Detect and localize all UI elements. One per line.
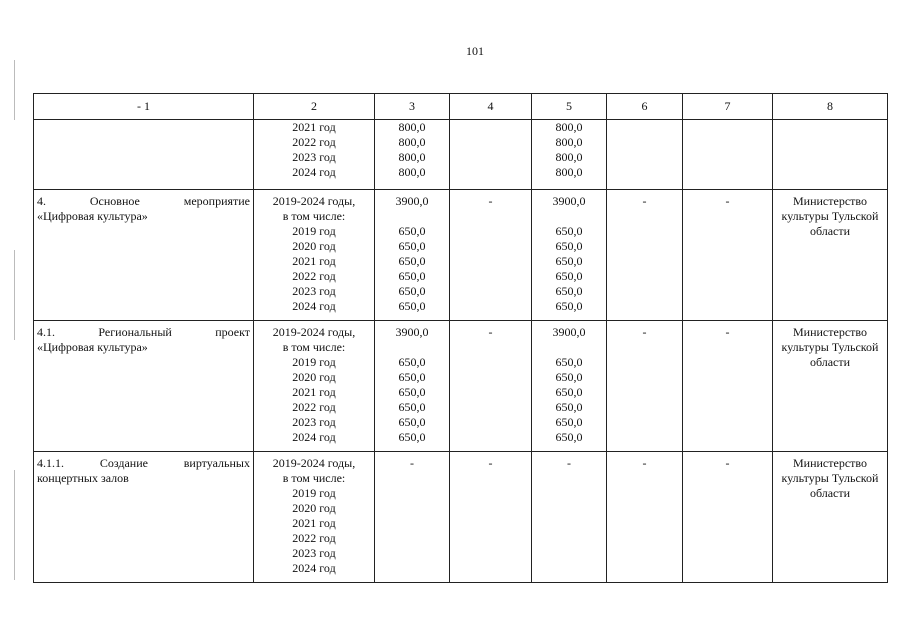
cell-line: 800,0	[555, 150, 583, 164]
amount-col5-cell	[532, 120, 607, 190]
cell-line: 650,0	[398, 284, 426, 298]
header-row	[34, 94, 888, 120]
measure-name-cell	[34, 190, 254, 321]
cell-line: 2023 год	[292, 284, 336, 298]
measure-name-line: концертных залов	[37, 471, 129, 485]
measure-name-line: «Цифровая культура»	[37, 340, 148, 354]
cell-line: 800,0	[398, 165, 426, 179]
cell-line: области	[809, 486, 851, 500]
col7-cell	[683, 120, 773, 190]
col6-cell	[607, 321, 683, 452]
cell-line: 650,0	[398, 299, 426, 313]
amount-col3-cell	[375, 452, 450, 583]
col7-cell	[683, 321, 773, 452]
cell-line: 650,0	[398, 269, 426, 283]
cell-line: в том числе:	[282, 471, 346, 485]
scan-margin-mark	[14, 60, 15, 120]
cell-line: 2023 год	[292, 150, 336, 164]
column-header-1: - 1	[34, 94, 254, 120]
cell-line: 2019-2024 годы,	[272, 194, 356, 208]
amount-col5-cell	[532, 190, 607, 321]
col6-cell	[607, 452, 683, 583]
col7-value: -	[725, 456, 730, 470]
table-header	[34, 94, 888, 120]
cell-line: культуры Тульской	[781, 209, 879, 223]
amount-col4-cell	[450, 120, 532, 190]
executor-cell	[773, 452, 888, 583]
col6-value: -	[642, 194, 647, 208]
cell-line: 650,0	[555, 355, 583, 369]
executor-cell	[773, 190, 888, 321]
cell-line: в том числе:	[282, 209, 346, 223]
amount-col5-cell	[532, 452, 607, 583]
cell-line: -	[567, 456, 571, 470]
cell-line: Министерство	[793, 194, 867, 208]
col6-value: -	[642, 456, 647, 470]
scan-margin-mark	[14, 470, 15, 580]
cell-line	[378, 340, 446, 355]
cell-line: 800,0	[398, 150, 426, 164]
col6-value	[610, 120, 679, 135]
cell-line: 2020 год	[292, 370, 336, 384]
cell-line: 2022 год	[292, 135, 336, 149]
cell-line: 650,0	[555, 239, 583, 253]
cell-line: 3900,0	[552, 194, 586, 208]
column-header-5: 5	[532, 94, 607, 120]
cell-line: -	[488, 456, 493, 470]
cell-line: 650,0	[398, 430, 426, 444]
col7-cell	[683, 452, 773, 583]
cell-line: 650,0	[398, 415, 426, 429]
cell-line: 2024 год	[292, 165, 336, 179]
cell-line: 2021 год	[292, 516, 336, 530]
cell-line: 800,0	[555, 120, 583, 134]
cell-line: 650,0	[398, 385, 426, 399]
col6-value: -	[642, 325, 647, 339]
cell-line: 650,0	[555, 269, 583, 283]
col7-cell	[683, 190, 773, 321]
cell-line: 800,0	[398, 135, 426, 149]
cell-line: области	[809, 355, 851, 369]
cell-line: 650,0	[555, 284, 583, 298]
cell-line	[378, 209, 446, 224]
cell-line: 650,0	[398, 355, 426, 369]
table-row	[34, 190, 888, 321]
measure-name-cell	[34, 120, 254, 190]
cell-line: 2024 год	[292, 299, 336, 313]
column-header-8: 8	[773, 94, 888, 120]
table-row	[34, 452, 888, 583]
cell-line: 2020 год	[292, 501, 336, 515]
cell-line: 3900,0	[395, 325, 429, 339]
cell-line: 2021 год	[292, 254, 336, 268]
amount-col4-cell	[450, 190, 532, 321]
cell-line: 650,0	[555, 400, 583, 414]
table-body	[34, 120, 888, 583]
cell-line: -	[410, 456, 414, 470]
measure-name-line: 4.1. Региональный проект	[37, 325, 250, 339]
cell-line: 650,0	[555, 415, 583, 429]
cell-line: 2022 год	[292, 531, 336, 545]
cell-line: -	[488, 194, 493, 208]
cell-line: 650,0	[398, 400, 426, 414]
cell-line: 3900,0	[552, 325, 586, 339]
cell-line: 2020 год	[292, 239, 336, 253]
cell-line: 2019 год	[292, 355, 336, 369]
scan-margin-mark	[14, 250, 15, 340]
column-header-7: 7	[683, 94, 773, 120]
table-row	[34, 321, 888, 452]
executor-cell	[773, 321, 888, 452]
page-number: 101	[466, 44, 484, 58]
table-row	[34, 120, 888, 190]
cell-line: -	[488, 325, 493, 339]
measure-name-line: 4.1.1. Создание виртуальных	[37, 456, 250, 470]
col7-value: -	[725, 194, 730, 208]
amount-col3-cell	[375, 190, 450, 321]
cell-line: 2023 год	[292, 415, 336, 429]
cell-line: 2019 год	[292, 486, 336, 500]
budget-table	[33, 93, 888, 583]
measure-name-line: 4. Основное мероприятие	[37, 194, 250, 208]
cell-line: культуры Тульской	[781, 340, 879, 354]
cell-line: 650,0	[398, 254, 426, 268]
col6-cell	[607, 190, 683, 321]
amount-col4-cell	[450, 321, 532, 452]
cell-line: 2019 год	[292, 224, 336, 238]
cell-line: 2023 год	[292, 546, 336, 560]
cell-line: 2022 год	[292, 269, 336, 283]
cell-line: 3900,0	[395, 194, 429, 208]
amount-col3-cell	[375, 120, 450, 190]
cell-line	[535, 209, 603, 224]
column-header-2: 2	[254, 94, 375, 120]
measure-name-cell	[34, 452, 254, 583]
cell-line: 650,0	[555, 254, 583, 268]
column-header-4: 4	[450, 94, 532, 120]
cell-line: 2019-2024 годы,	[272, 456, 356, 470]
cell-line: Министерство	[793, 325, 867, 339]
period-cell	[254, 452, 375, 583]
amount-col3-cell	[375, 321, 450, 452]
period-cell	[254, 321, 375, 452]
measure-name-line: «Цифровая культура»	[37, 209, 148, 223]
amount-col5-cell	[532, 321, 607, 452]
col7-value	[686, 120, 769, 135]
period-cell	[254, 120, 375, 190]
cell-line: 800,0	[398, 120, 426, 134]
cell-line: 650,0	[555, 299, 583, 313]
cell-line: 650,0	[555, 430, 583, 444]
cell-line	[535, 340, 603, 355]
cell-line: 800,0	[555, 135, 583, 149]
cell-line: 2022 год	[292, 400, 336, 414]
measure-name-cell	[34, 321, 254, 452]
cell-line: в том числе:	[282, 340, 346, 354]
executor-cell	[773, 120, 888, 190]
period-cell	[254, 190, 375, 321]
cell-line: 2021 год	[292, 385, 336, 399]
column-header-6: 6	[607, 94, 683, 120]
cell-line: 2024 год	[292, 561, 336, 575]
cell-line: 650,0	[555, 370, 583, 384]
cell-line: 650,0	[398, 224, 426, 238]
cell-line: 2021 год	[292, 120, 336, 134]
cell-line: культуры Тульской	[781, 471, 879, 485]
cell-line: 2024 год	[292, 430, 336, 444]
cell-line: области	[809, 224, 851, 238]
col6-cell	[607, 120, 683, 190]
amount-col4-cell	[450, 452, 532, 583]
cell-line: 650,0	[398, 370, 426, 384]
col7-value: -	[725, 325, 730, 339]
cell-line: 650,0	[398, 239, 426, 253]
column-header-3: 3	[375, 94, 450, 120]
cell-line: 2019-2024 годы,	[272, 325, 356, 339]
cell-line: 650,0	[555, 385, 583, 399]
cell-line: 650,0	[555, 224, 583, 238]
cell-line: Министерство	[793, 456, 867, 470]
cell-line: 800,0	[555, 165, 583, 179]
